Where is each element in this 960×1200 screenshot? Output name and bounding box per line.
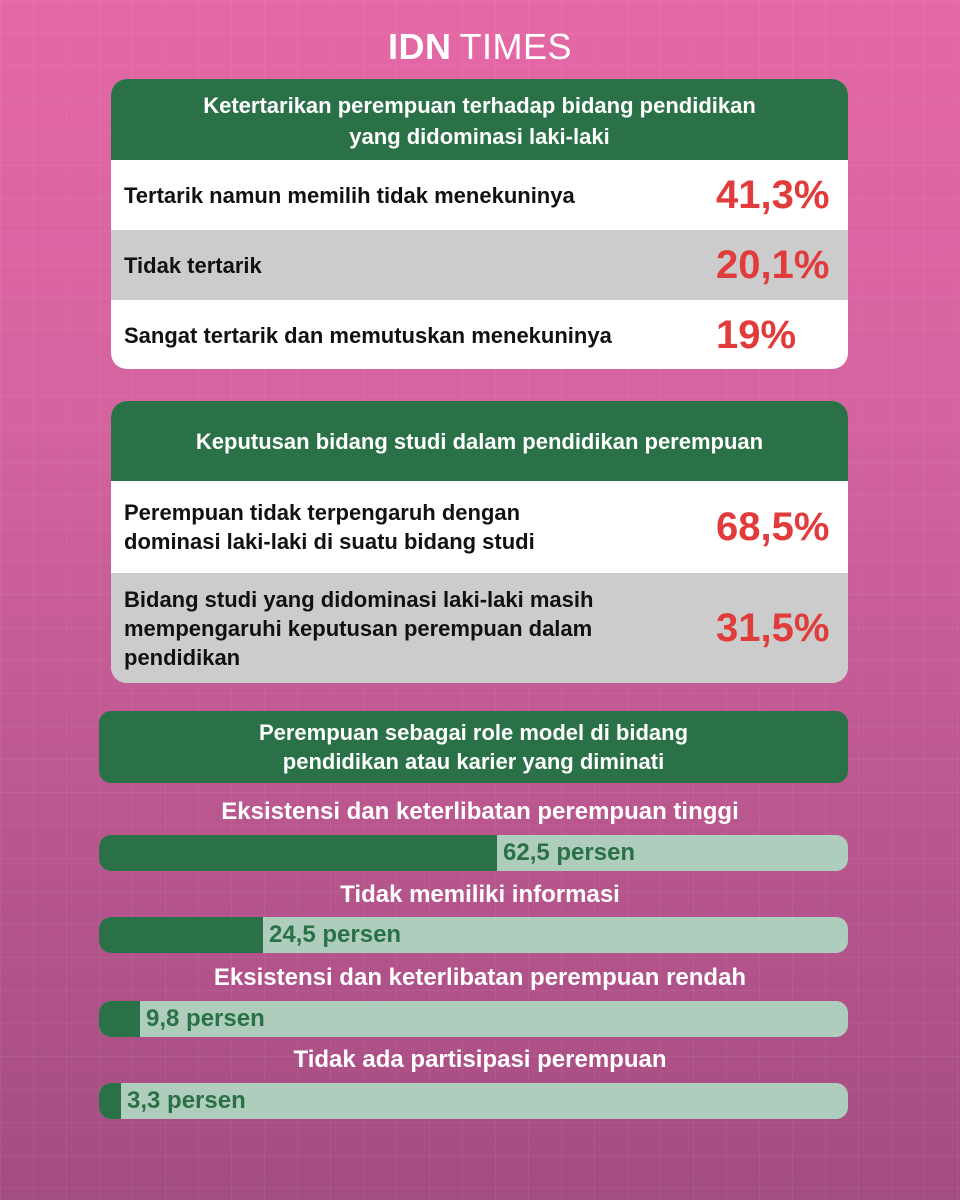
bar-track (99, 1001, 848, 1037)
stat-row (111, 230, 848, 300)
stat-label (124, 585, 593, 672)
stat-label: Tidak tertarik (124, 252, 262, 278)
bar-title: Eksistensi dan keterlibatan perempuan tinggi (221, 798, 739, 825)
idn-times-logo (0, 26, 960, 68)
bar-value: 62,5 persen (503, 839, 636, 866)
stat-row (111, 300, 848, 369)
bar-title: Tidak ada partisipasi perempuan (293, 1046, 667, 1073)
interest-card (111, 79, 848, 369)
label-line: dominasi laki-laki di suatu bidang studi (124, 529, 535, 554)
bar-track (99, 917, 848, 953)
bar-track (99, 1083, 848, 1119)
stat-label: Tertarik namun memilih tidak menekuninya (124, 182, 575, 208)
stat-value: 19% (716, 312, 797, 357)
bar-fill (99, 835, 497, 871)
title-line: Perempuan sebagai role model di bidang (258, 720, 689, 745)
bar-title: Tidak memiliki informasi (340, 881, 620, 908)
bar-title: Eksistensi dan keterlibatan perempuan rendah (213, 964, 747, 991)
stat-row (111, 160, 848, 230)
stat-value: 41,3% (716, 172, 830, 217)
title-line: yang didominasi laki-laki (349, 123, 610, 149)
stat-label: Sangat tertarik dan memutuskan menekuninya (124, 322, 612, 348)
title-line: pendidikan atau karier yang diminati (282, 749, 665, 774)
interest-card-title (111, 79, 848, 160)
bar-track (99, 835, 848, 871)
stat-value: 68,5% (716, 504, 830, 549)
bar-value: 24,5 persen (269, 921, 402, 948)
bar-fill (99, 1083, 121, 1119)
bar-fill (99, 917, 263, 953)
stat-value: 31,5% (716, 605, 830, 650)
role-model-title (99, 711, 848, 783)
title-line: Ketertarikan perempuan terhadap bidang pendidikan (203, 92, 756, 118)
bar-value: 9,8 persen (146, 1005, 265, 1032)
stat-value: 20,1% (716, 242, 830, 287)
logo-times: TIMES (459, 26, 572, 67)
stat-row (111, 481, 848, 573)
decision-card (111, 401, 848, 683)
label-line: pendidikan (124, 644, 241, 670)
label-line: mempengaruhi keputusan perempuan dalam (124, 615, 593, 641)
logo-idn: IDN (387, 26, 452, 67)
bar-fill (99, 1001, 140, 1037)
bar-value: 3,3 persen (127, 1087, 246, 1114)
decision-card-title: Keputusan bidang studi dalam pendidikan perempuan (111, 401, 848, 481)
label-line: Perempuan tidak terpengaruh dengan (124, 500, 521, 525)
stat-label (124, 498, 535, 556)
label-line: Bidang studi yang didominasi laki-laki masih (124, 586, 594, 612)
stat-row (111, 573, 848, 683)
